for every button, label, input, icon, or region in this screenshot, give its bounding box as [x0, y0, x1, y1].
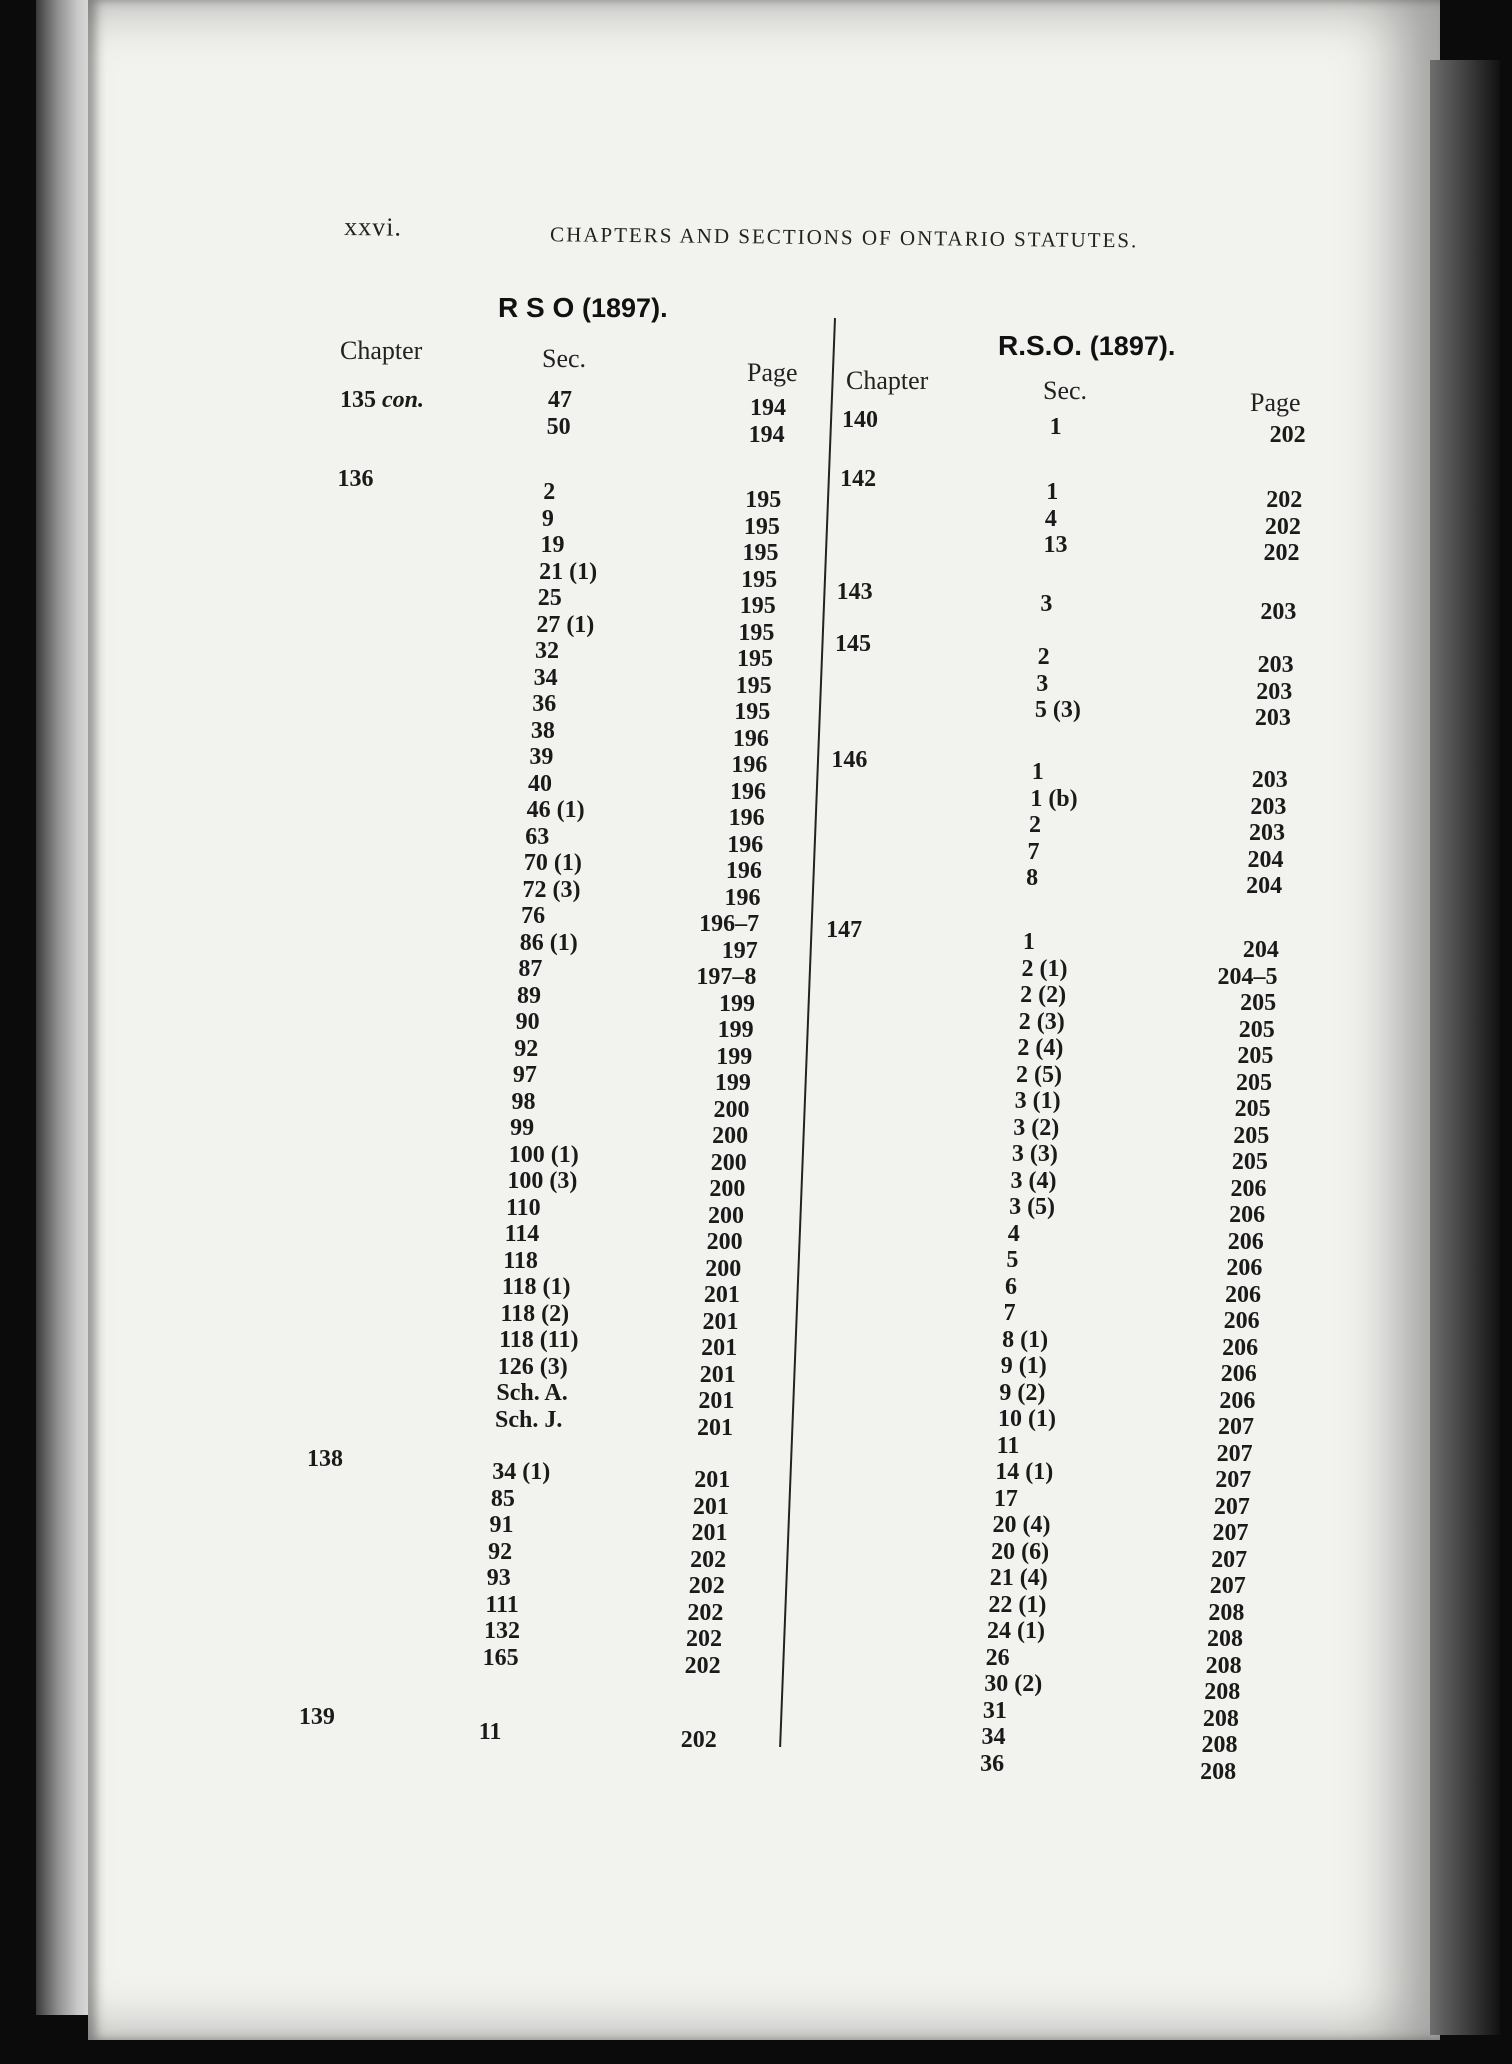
- right-page-value: 203: [1251, 767, 1288, 793]
- left-sec-value: 11: [478, 1719, 502, 1745]
- right-page-value: 207: [1209, 1573, 1246, 1599]
- left-page-value: 201: [692, 1493, 729, 1520]
- left-sec-value: 40: [528, 770, 553, 797]
- right-page-value: 205: [1238, 1016, 1275, 1043]
- back-page-edge: [36, 0, 96, 2015]
- right-sec-value: 7: [1027, 838, 1040, 865]
- left-sec-value: 21 (1): [539, 558, 598, 585]
- left-sec-value: 72 (3): [522, 876, 581, 903]
- right-sec-value: 1: [1022, 929, 1035, 955]
- left-sec-value: 85: [490, 1485, 515, 1512]
- left-chapter-label: 139: [298, 1704, 335, 1730]
- right-chapter-header: Chapter: [846, 366, 929, 395]
- right-sec-value: 4: [1007, 1220, 1020, 1247]
- left-sec-value: 99: [510, 1115, 535, 1141]
- left-page-value: 200: [705, 1255, 742, 1282]
- left-sec-value: 132: [483, 1618, 520, 1644]
- right-sec-value: 11: [996, 1432, 1020, 1459]
- left-sec-value: 91: [489, 1512, 514, 1538]
- right-page-value: 206: [1220, 1361, 1257, 1387]
- right-page-value: 208: [1200, 1758, 1237, 1785]
- right-page-value: 204: [1242, 937, 1279, 963]
- left-sec-value: 38: [530, 717, 555, 744]
- left-page-value: 197–8: [696, 964, 757, 990]
- right-page-value: 204: [1247, 846, 1284, 873]
- left-sec-value: 70 (1): [523, 850, 582, 876]
- left-page-value: 202: [684, 1652, 721, 1679]
- right-chapter-label: 146: [831, 747, 868, 773]
- left-chapter-label: 135 con.: [340, 387, 424, 413]
- left-sec-value: 118 (1): [501, 1274, 571, 1300]
- right-page-value: 207: [1213, 1493, 1250, 1520]
- left-sec-header: Sec.: [542, 344, 587, 373]
- right-page-value: 206: [1229, 1202, 1266, 1228]
- right-page-value: 207: [1212, 1520, 1249, 1546]
- left-sec-value: Sch. J.: [494, 1406, 563, 1433]
- right-chapter-label: 143: [836, 579, 873, 605]
- left-sec-value: 34: [533, 664, 558, 691]
- right-sec-value: 2 (2): [1020, 982, 1067, 1008]
- left-page-value: 200: [710, 1149, 747, 1176]
- right-sec-value: 1: [1049, 414, 1062, 440]
- right-sec-value: 8 (1): [1002, 1326, 1049, 1353]
- right-sec-value: 3: [1036, 670, 1049, 697]
- left-page-value: 200: [709, 1176, 746, 1202]
- right-page-value: 202: [1264, 513, 1301, 540]
- right-sec-value: 2 (3): [1018, 1008, 1065, 1035]
- left-sec-value: 118: [503, 1247, 538, 1274]
- left-page-value: 196: [732, 725, 769, 752]
- left-page-value: 200: [708, 1202, 744, 1229]
- right-page-value: 206: [1226, 1255, 1263, 1281]
- left-page-value: 195: [743, 513, 780, 540]
- left-sec-value: 92: [514, 1035, 539, 1062]
- left-column-title: [498, 292, 668, 324]
- right-page-value: 203: [1257, 652, 1294, 678]
- left-page-value: 197: [721, 937, 758, 964]
- left-sec-value: 19: [540, 532, 565, 558]
- right-page-value: 206: [1219, 1387, 1256, 1414]
- left-sec-value: 97: [512, 1062, 537, 1088]
- left-page-value: 195: [742, 540, 779, 566]
- left-sec-value: 118 (2): [500, 1300, 570, 1327]
- right-page-value: 205: [1235, 1069, 1272, 1096]
- left-page-value: 199: [714, 1070, 751, 1096]
- right-page-value: 206: [1230, 1175, 1267, 1202]
- right-page-value: 203: [1254, 705, 1291, 731]
- left-page-value: 196: [724, 884, 761, 911]
- left-page-value: 196: [728, 805, 765, 831]
- left-page-value: 201: [701, 1335, 738, 1361]
- left-page-value: 195: [745, 487, 782, 513]
- right-sec-value: 31: [982, 1697, 1007, 1724]
- left-sec-value: 50: [546, 413, 571, 440]
- left-chapter-label: 138: [306, 1446, 343, 1472]
- right-page-value: 202: [1266, 487, 1303, 513]
- right-sec-value: 2: [1037, 644, 1050, 670]
- right-page-value: 208: [1205, 1652, 1242, 1679]
- left-sec-value: 25: [537, 585, 562, 611]
- right-page-value: 207: [1211, 1546, 1248, 1573]
- right-sec-value: 7: [1003, 1300, 1016, 1326]
- left-sec-value: 89: [517, 982, 542, 1009]
- left-page-value: 201: [696, 1414, 733, 1441]
- left-page-value: 196: [731, 752, 768, 778]
- left-sec-value: 27 (1): [536, 611, 595, 638]
- left-page-value: 202: [687, 1599, 724, 1626]
- right-sec-value: 3 (4): [1010, 1167, 1057, 1194]
- left-sec-value: 100 (1): [508, 1141, 579, 1168]
- left-page-value: 195: [736, 646, 773, 672]
- left-sec-value: 93: [486, 1565, 511, 1591]
- right-sec-value: 30 (2): [984, 1671, 1043, 1697]
- right-sec-value: 20 (6): [991, 1538, 1050, 1565]
- right-page-value: 206: [1227, 1228, 1264, 1255]
- right-sec-value: 21 (4): [989, 1565, 1048, 1591]
- left-sec-value: 63: [525, 823, 550, 850]
- right-sec-value: 9 (2): [999, 1379, 1046, 1406]
- right-page-value: 208: [1201, 1732, 1238, 1758]
- left-sec-value: 92: [488, 1538, 513, 1565]
- left-sec-value: 39: [529, 744, 554, 770]
- right-page-header: Page: [1250, 388, 1301, 417]
- left-sec-value: Sch. A.: [496, 1380, 568, 1406]
- left-page-value: 195: [741, 566, 778, 593]
- right-sec-value: 26: [985, 1644, 1010, 1671]
- right-page-value: 207: [1218, 1414, 1255, 1440]
- right-page-value: 205: [1231, 1149, 1268, 1175]
- right-sec-value: 4: [1044, 505, 1057, 532]
- right-sec-value: 34: [981, 1724, 1006, 1750]
- running-title: CHAPTERS AND SECTIONS OF ONTARIO STATUTES.: [550, 222, 1139, 253]
- right-page-value: 208: [1207, 1626, 1244, 1652]
- left-page-value: 201: [694, 1467, 731, 1493]
- left-page-value: 201: [703, 1282, 740, 1308]
- left-page-value: 200: [713, 1096, 750, 1123]
- right-page-value: 203: [1256, 678, 1293, 705]
- left-page-value: 199: [716, 1043, 753, 1070]
- right-chapter-label: 145: [835, 631, 871, 657]
- right-sec-value: 20 (4): [992, 1512, 1051, 1538]
- left-page-value: 201: [691, 1520, 728, 1546]
- left-page-value: 194: [748, 421, 785, 448]
- continued-marker: con.: [382, 387, 424, 413]
- left-page-value: 196: [725, 858, 762, 884]
- right-sec-value: 3 (1): [1014, 1088, 1061, 1114]
- left-sec-value: 76: [521, 903, 546, 929]
- right-page-value: 205: [1237, 1043, 1274, 1069]
- right-page-value: 206: [1224, 1281, 1261, 1308]
- right-page-value: 205: [1233, 1122, 1270, 1149]
- right-sec-value: 1: [1031, 759, 1044, 785]
- right-sec-value: 9 (1): [1000, 1353, 1047, 1379]
- left-page-value: 195: [738, 619, 775, 646]
- right-chapter-label: 147: [826, 917, 863, 943]
- right-page-value: 202: [1263, 540, 1300, 566]
- right-page-value: 203: [1260, 599, 1297, 625]
- left-sec-value: 111: [485, 1591, 519, 1618]
- left-sec-value: 2: [543, 479, 556, 505]
- left-title-main: R S O: [498, 292, 575, 323]
- right-page-value: 208: [1208, 1599, 1245, 1626]
- right-page-value: 206: [1223, 1308, 1260, 1334]
- left-page-value: 195: [739, 593, 776, 619]
- left-sec-value: 165: [482, 1644, 519, 1671]
- right-page-value: 206: [1222, 1334, 1259, 1361]
- left-chapter-header: Chapter: [340, 336, 423, 365]
- right-sec-value: 1 (b): [1030, 785, 1078, 812]
- left-page-value: 202: [688, 1573, 725, 1599]
- left-sec-value: 46 (1): [526, 797, 585, 823]
- left-sec-value: 86 (1): [519, 929, 578, 956]
- left-sec-value: 118 (11): [499, 1327, 579, 1353]
- left-page-value: 201: [698, 1388, 735, 1414]
- left-title-year: (1897).: [582, 293, 668, 323]
- left-page-value: 199: [717, 1017, 754, 1043]
- right-page-value: 208: [1204, 1679, 1241, 1705]
- right-title-year: (1897).: [1089, 331, 1176, 361]
- right-sec-value: 2 (5): [1015, 1061, 1062, 1088]
- left-page-value: 196: [730, 778, 767, 805]
- right-sec-value: 17: [993, 1485, 1018, 1512]
- left-sec-value: 100 (3): [507, 1168, 578, 1194]
- right-sec-value: 2: [1028, 812, 1041, 838]
- right-sec-value: 3 (3): [1011, 1141, 1058, 1167]
- left-page-value: 202: [680, 1727, 717, 1753]
- left-sec-value: 114: [504, 1221, 540, 1247]
- left-page-value: 202: [690, 1546, 727, 1573]
- right-page-value: 203: [1250, 793, 1287, 820]
- right-page-value: 205: [1234, 1096, 1271, 1122]
- right-sec-value: 24 (1): [987, 1618, 1045, 1644]
- left-sec-value: 36: [532, 691, 557, 717]
- right-column-title: [998, 330, 1175, 362]
- left-page-value: 199: [719, 990, 756, 1017]
- right-sec-value: 3 (2): [1013, 1114, 1060, 1141]
- right-sec-value: 6: [1004, 1273, 1017, 1300]
- right-sec-value: 8: [1026, 865, 1039, 891]
- left-page-value: 200: [712, 1123, 749, 1149]
- left-sec-value: 47: [548, 387, 572, 413]
- right-chapter-label: 140: [842, 407, 878, 433]
- left-page-value: 195: [734, 699, 771, 725]
- left-page-header: Page: [747, 358, 798, 387]
- right-sec-value: 10 (1): [998, 1406, 1057, 1432]
- right-page-value: 205: [1240, 990, 1277, 1016]
- left-page-value: 202: [685, 1626, 722, 1652]
- right-page-value: 203: [1248, 820, 1285, 846]
- left-chapter-label: 136: [337, 466, 374, 492]
- right-page-value: 207: [1216, 1440, 1253, 1467]
- right-page-value: 207: [1215, 1467, 1252, 1493]
- left-sec-value: 87: [518, 956, 543, 982]
- left-page-value: 196: [727, 831, 764, 858]
- left-page-value: 194: [750, 395, 786, 421]
- left-sec-value: 110: [506, 1194, 541, 1221]
- left-sec-value: 32: [534, 638, 559, 664]
- left-page-value: 196–7: [699, 911, 760, 937]
- right-page-value: 204–5: [1217, 963, 1278, 990]
- right-sec-value: 2 (1): [1021, 955, 1068, 982]
- page-number: xxvi.: [344, 212, 403, 242]
- right-sec-value: 13: [1043, 532, 1068, 558]
- right-sec-value: 36: [980, 1750, 1005, 1777]
- right-sec-value: 1: [1046, 479, 1059, 505]
- right-sec-header: Sec.: [1043, 376, 1088, 405]
- right-sec-value: 5: [1006, 1247, 1019, 1273]
- right-chapter-label: 142: [840, 466, 877, 492]
- left-sec-value: 90: [515, 1009, 540, 1035]
- right-sec-value: 22 (1): [988, 1591, 1047, 1618]
- right-sec-value: 14 (1): [995, 1459, 1054, 1485]
- right-sec-value: 3: [1040, 591, 1053, 617]
- left-page-value: 201: [702, 1308, 739, 1335]
- left-page-value: 200: [706, 1229, 743, 1255]
- right-page-value: 202: [1269, 422, 1306, 448]
- right-page-value: 204: [1246, 873, 1283, 899]
- page-fore-edge: [1430, 60, 1500, 2035]
- left-page-value: 201: [699, 1361, 736, 1388]
- right-page-value: 208: [1202, 1705, 1239, 1732]
- right-title-main: R.S.O.: [998, 330, 1083, 361]
- left-sec-value: 126 (3): [497, 1353, 568, 1380]
- left-page-value: 195: [735, 672, 772, 699]
- right-sec-value: 3 (5): [1009, 1194, 1056, 1220]
- left-sec-value: 98: [511, 1088, 536, 1115]
- left-sec-value: 34 (1): [492, 1459, 551, 1485]
- left-sec-value: 9: [541, 505, 554, 532]
- right-sec-value: 2 (4): [1017, 1035, 1064, 1061]
- right-sec-value: 5 (3): [1034, 697, 1081, 723]
